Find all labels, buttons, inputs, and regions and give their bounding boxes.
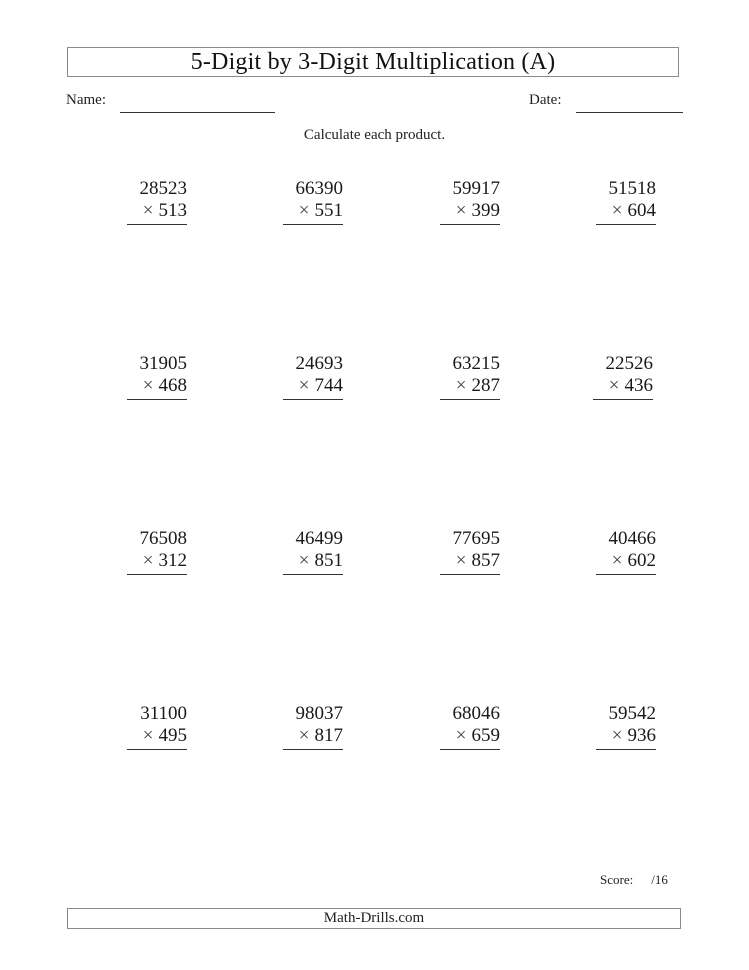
- multiplier-line: [596, 725, 656, 750]
- multiplicand: 22526: [605, 353, 653, 374]
- times-icon: ×: [455, 550, 467, 571]
- problem: [283, 178, 343, 225]
- multiplier-line: [283, 550, 343, 575]
- multiplier: 436: [624, 375, 653, 396]
- multiplier-line: [440, 375, 500, 400]
- problem: [596, 528, 656, 575]
- multiplicand: 98037: [295, 703, 343, 724]
- multiplier: 312: [158, 550, 187, 571]
- multiplier-line: [283, 200, 343, 225]
- name-field-line[interactable]: [120, 112, 275, 113]
- times-icon: ×: [611, 725, 623, 746]
- multiplier: 744: [314, 375, 343, 396]
- multiplier-line: [127, 550, 187, 575]
- multiplier-line: [440, 550, 500, 575]
- multiplier-line: [127, 200, 187, 225]
- multiplicand: 31100: [140, 703, 187, 724]
- score-total: /16: [651, 872, 668, 887]
- times-icon: ×: [455, 200, 467, 221]
- multiplier: 857: [471, 550, 500, 571]
- multiplier: 287: [471, 375, 500, 396]
- multiplier: 495: [158, 725, 187, 746]
- multiplier-line: [440, 725, 500, 750]
- problem: [596, 178, 656, 225]
- worksheet-title: 5-Digit by 3-Digit Multiplication (A): [67, 47, 679, 77]
- times-icon: ×: [298, 725, 310, 746]
- times-icon: ×: [455, 725, 467, 746]
- multiplier: 513: [158, 200, 187, 221]
- problem: [593, 353, 653, 400]
- problem: [440, 528, 500, 575]
- problem: [440, 703, 500, 750]
- multiplier: 659: [471, 725, 500, 746]
- problem: [127, 178, 187, 225]
- multiplicand: 31905: [139, 353, 187, 374]
- footer-site: Math-Drills.com: [67, 908, 681, 929]
- problem: [127, 353, 187, 400]
- times-icon: ×: [608, 375, 620, 396]
- multiplicand: 76508: [139, 528, 187, 549]
- multiplier: 604: [627, 200, 656, 221]
- multiplicand: 59917: [452, 178, 500, 199]
- multiplicand: 51518: [608, 178, 656, 199]
- problem: [596, 703, 656, 750]
- problem: [127, 703, 187, 750]
- multiplicand: 28523: [139, 178, 187, 199]
- times-icon: ×: [455, 375, 467, 396]
- multiplier: 551: [314, 200, 343, 221]
- problem: [283, 528, 343, 575]
- problem: [283, 703, 343, 750]
- problem: [440, 178, 500, 225]
- multiplicand: 59542: [608, 703, 656, 724]
- instructions: Calculate each product.: [303, 127, 446, 143]
- multiplier: 851: [314, 550, 343, 571]
- score: [600, 872, 668, 888]
- multiplier: 936: [627, 725, 656, 746]
- multiplicand: 63215: [452, 353, 500, 374]
- multiplicand: 68046: [452, 703, 500, 724]
- multiplier-line: [127, 375, 187, 400]
- times-icon: ×: [298, 375, 310, 396]
- name-label: Name:: [66, 92, 106, 108]
- multiplier-line: [283, 375, 343, 400]
- score-label: Score:: [600, 872, 634, 887]
- times-icon: ×: [142, 550, 154, 571]
- multiplicand: 40466: [608, 528, 656, 549]
- multiplier-line: [596, 200, 656, 225]
- multiplier: 602: [627, 550, 656, 571]
- multiplier-line: [283, 725, 343, 750]
- multiplicand: 46499: [295, 528, 343, 549]
- times-icon: ×: [142, 375, 154, 396]
- problem: [440, 353, 500, 400]
- multiplier-line: [596, 550, 656, 575]
- times-icon: ×: [611, 200, 623, 221]
- multiplier: 468: [158, 375, 187, 396]
- multiplier-line: [127, 725, 187, 750]
- multiplicand: 66390: [295, 178, 343, 199]
- multiplicand: 24693: [295, 353, 343, 374]
- times-icon: ×: [142, 200, 154, 221]
- problem: [283, 353, 343, 400]
- date-label: Date:: [529, 92, 562, 108]
- times-icon: ×: [298, 550, 310, 571]
- times-icon: ×: [611, 550, 623, 571]
- times-icon: ×: [142, 725, 154, 746]
- date-field-line[interactable]: [576, 112, 683, 113]
- times-icon: ×: [298, 200, 310, 221]
- problem: [127, 528, 187, 575]
- multiplier-line: [593, 375, 653, 400]
- multiplier: 399: [471, 200, 500, 221]
- multiplier: 817: [314, 725, 343, 746]
- multiplier-line: [440, 200, 500, 225]
- multiplicand: 77695: [452, 528, 500, 549]
